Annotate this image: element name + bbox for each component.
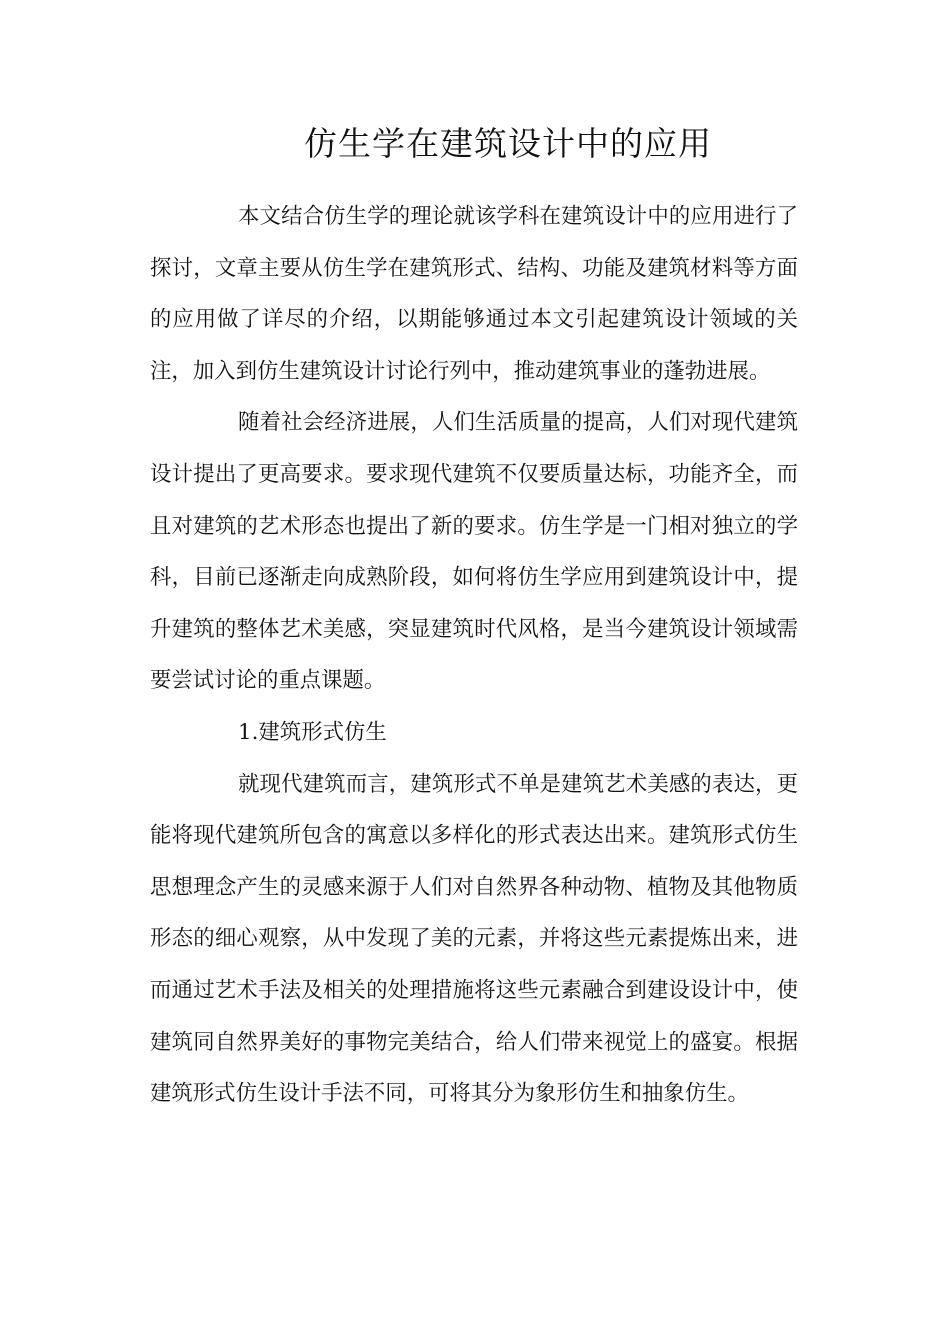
abstract-paragraph: 本文结合仿生学的理论就该学科在建筑设计中的应用进行了探讨，文章主要从仿生学在建筑形式、结构、功能及建筑材料等方面的应用做了详尽的介绍，以期能够通过本文引起建筑设计领域的关注，加入到仿生建筑设计讨论行列中，推动建筑事业的蓬勃进展。 [150,204,798,384]
document-title: 仿生学在建筑设计中的应用 [304,124,712,163]
section-paragraph: 就现代建筑而言，建筑形式不单是建筑艺术美感的表达，更能将现代建筑所包含的寓意以多样化的形式表达出来。建筑形式仿生思想理念产生的灵感来源于人们对自然界各种动物、植物及其他物质形态的细心观察，从中发现了美的元素，并将这些元素提炼出来，进而通过艺术手法及相关的处理措施将这些元素融合到建设设计中，使建筑同自然界美好的事物完美结合，给人们带来视觉上的盛宴。根据建筑形式仿生设计手法不同，可将其分为象形仿生和抽象仿生。 [150,771,798,1107]
section-heading: 1.建筑形式仿生 [238,719,387,745]
document-body [150,191,798,1120]
intro-paragraph: 随着社会经济进展，人们生活质量的提高，人们对现代建筑设计提出了更高要求。要求现代建筑不仅要质量达标，功能齐全，而且对建筑的艺术形态也提出了新的要求。仿生学是一门相对独立的学科，目前已逐渐走向成熟阶段，如何将仿生学应用到建筑设计中，提升建筑的整体艺术美感，突显建筑时代风格，是当今建筑设计领域需要尝试讨论的重点课题。 [150,410,798,694]
